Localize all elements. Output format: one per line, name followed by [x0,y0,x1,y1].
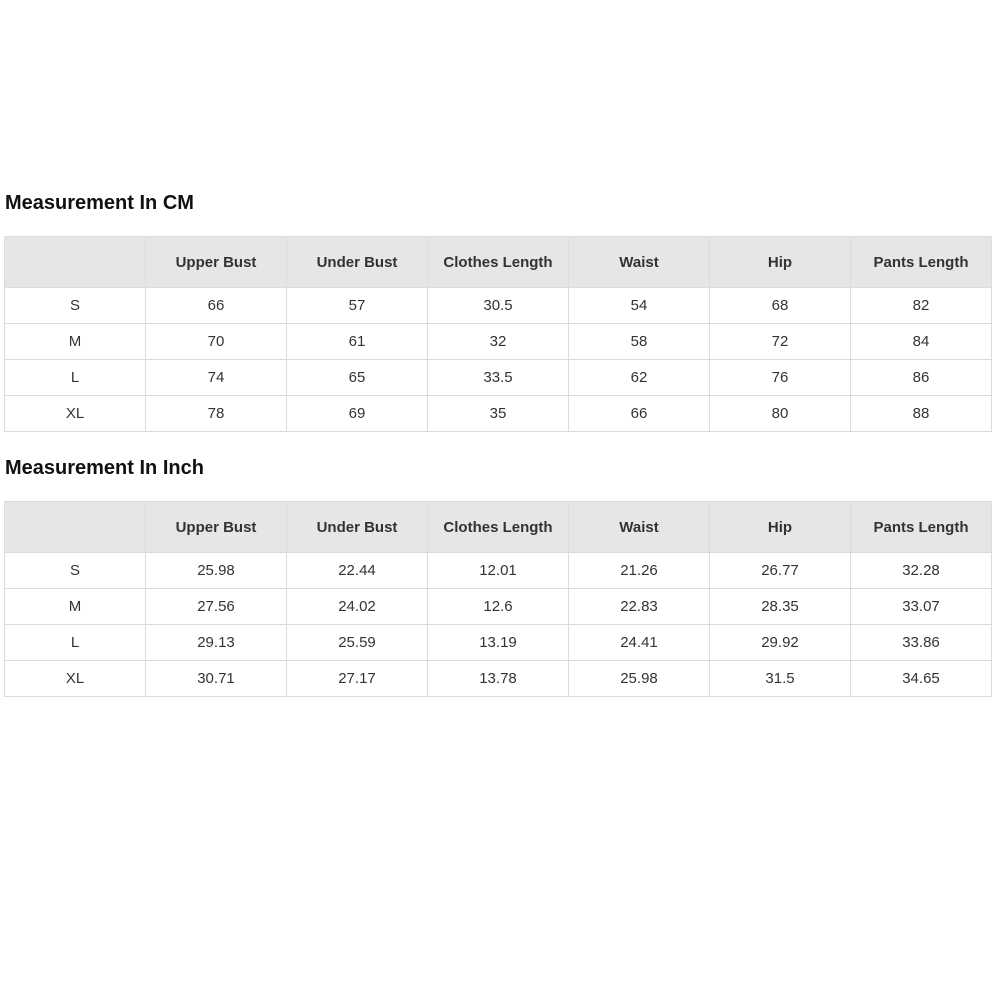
measurement-cell: 66 [569,396,710,432]
column-header: Hip [710,237,851,288]
measurement-cell: 72 [710,324,851,360]
size-label-cell: XL [5,396,146,432]
section-title-cm: Measurement In CM [5,192,194,214]
column-header: Pants Length [851,237,992,288]
header-row [5,237,992,288]
size-header-cell [5,237,146,288]
table-body [5,288,992,432]
column-header: Hip [710,502,851,553]
measurement-cell: 12.01 [428,553,569,589]
measurement-cell: 33.07 [851,589,992,625]
measurement-cell: 65 [287,360,428,396]
measurement-cell: 61 [287,324,428,360]
measurement-cell: 25.98 [569,661,710,697]
measurement-cell: 62 [569,360,710,396]
measurement-cell: 30.5 [428,288,569,324]
size-table-inch [4,501,992,697]
size-header-cell [5,502,146,553]
size-label-cell: M [5,324,146,360]
table-header [5,502,992,553]
header-row [5,502,992,553]
measurement-cell: 25.59 [287,625,428,661]
measurement-cell: 24.41 [569,625,710,661]
measurement-cell: 66 [146,288,287,324]
column-header: Pants Length [851,502,992,553]
measurement-cell: 33.86 [851,625,992,661]
size-label-cell: M [5,589,146,625]
measurement-cell: 29.13 [146,625,287,661]
table-row [5,553,992,589]
column-header: Clothes Length [428,237,569,288]
measurement-cell: 28.35 [710,589,851,625]
table-row [5,360,992,396]
column-header: Upper Bust [146,237,287,288]
measurement-cell: 32.28 [851,553,992,589]
measurement-cell: 35 [428,396,569,432]
measurement-cell: 13.78 [428,661,569,697]
measurement-cell: 78 [146,396,287,432]
table-row [5,661,992,697]
measurement-cell: 21.26 [569,553,710,589]
measurement-cell: 58 [569,324,710,360]
measurement-cell: 33.5 [428,360,569,396]
size-label-cell: S [5,288,146,324]
measurement-cell: 86 [851,360,992,396]
measurement-cell: 12.6 [428,589,569,625]
measurement-cell: 27.17 [287,661,428,697]
measurement-cell: 69 [287,396,428,432]
column-header: Upper Bust [146,502,287,553]
measurement-cell: 74 [146,360,287,396]
measurement-cell: 88 [851,396,992,432]
measurement-cell: 80 [710,396,851,432]
measurement-cell: 26.77 [710,553,851,589]
measurement-cell: 13.19 [428,625,569,661]
size-label-cell: L [5,360,146,396]
column-header: Waist [569,502,710,553]
measurement-cell: 68 [710,288,851,324]
measurement-cell: 84 [851,324,992,360]
column-header: Waist [569,237,710,288]
size-label-cell: L [5,625,146,661]
measurement-cell: 22.83 [569,589,710,625]
size-table-cm [4,236,992,432]
measurement-cell: 32 [428,324,569,360]
table-body [5,553,992,697]
measurement-cell: 31.5 [710,661,851,697]
measurement-cell: 22.44 [287,553,428,589]
table-row [5,288,992,324]
column-header: Clothes Length [428,502,569,553]
column-header: Under Bust [287,237,428,288]
measurement-cell: 82 [851,288,992,324]
size-label-cell: XL [5,661,146,697]
measurement-cell: 27.56 [146,589,287,625]
table-row [5,396,992,432]
measurement-cell: 54 [569,288,710,324]
measurement-cell: 30.71 [146,661,287,697]
table-row [5,324,992,360]
table-header [5,237,992,288]
measurement-cell: 24.02 [287,589,428,625]
table-row [5,625,992,661]
measurement-cell: 70 [146,324,287,360]
measurement-cell: 25.98 [146,553,287,589]
section-title-inch: Measurement In Inch [5,457,204,479]
measurement-cell: 76 [710,360,851,396]
size-label-cell: S [5,553,146,589]
column-header: Under Bust [287,502,428,553]
measurement-cell: 29.92 [710,625,851,661]
measurement-cell: 34.65 [851,661,992,697]
measurement-cell: 57 [287,288,428,324]
table-row [5,589,992,625]
